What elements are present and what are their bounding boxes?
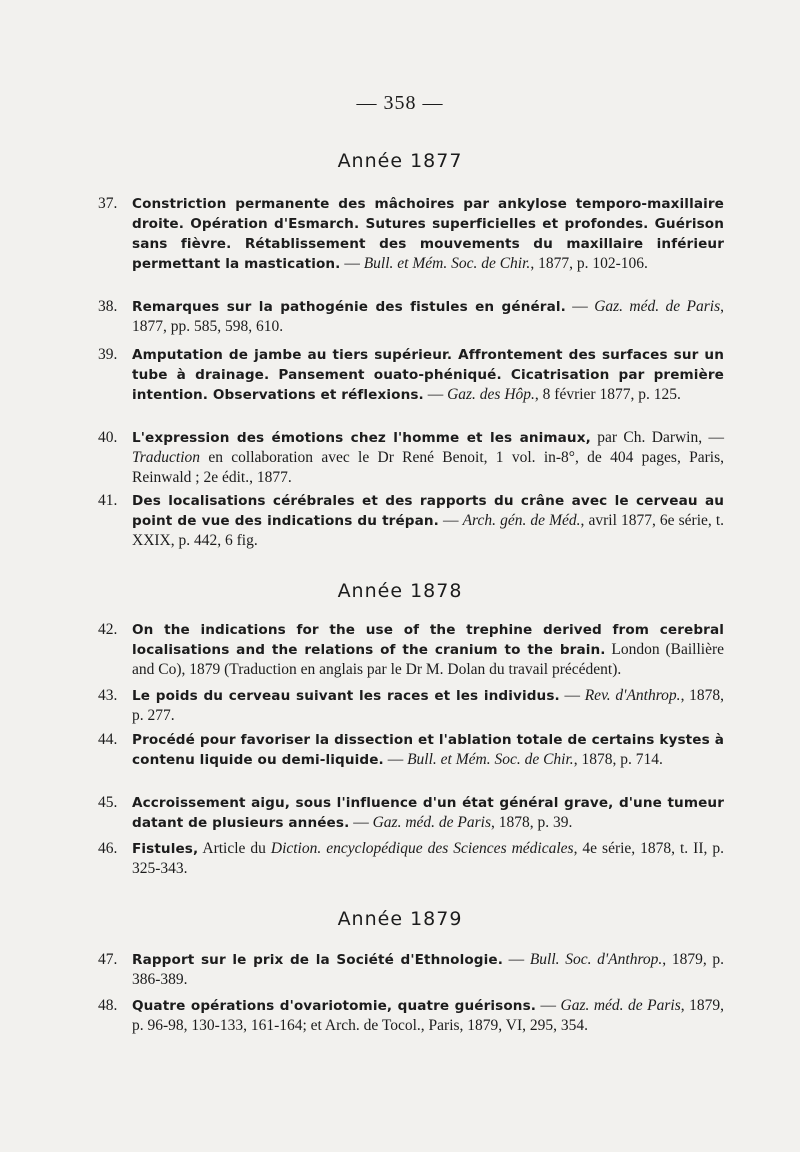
entry-title: Amputation de jambe au tiers supérieur. Affrontement des surfaces sur un tube à drainage. Pansement ouato-phéniqué. Cicatrisation par première intention. Observations et réflexions. xyxy=(132,347,724,403)
entry-journal: Gaz. méd. de Paris xyxy=(560,997,681,1014)
bibliography-entry xyxy=(98,793,724,833)
entry-journal: Rev. d'Anthrop. xyxy=(584,687,681,704)
bibliography-entry xyxy=(98,620,724,680)
entry-ref-post: , 1877, pp. 585, 598, 610. xyxy=(132,298,724,335)
entry-ref-post: , 1879, p. 96-98, 130-133, 161-164; et Arch. de Tocol., Paris, 1879, VI, 295, 354. xyxy=(132,997,725,1034)
entry-ref-pre: par Ch. Darwin, — xyxy=(590,429,724,446)
entry-ref-post: , 4e série, 1878, t. II, p. 325-343. xyxy=(132,840,724,877)
entry-number: 40. xyxy=(98,429,118,446)
entry-title: L'expression des émotions chez l'homme et les animaux, xyxy=(132,430,591,446)
entry-title: On the indications for the use of the trephine derived from cerebral localisations and the relations of the cranium to the brain. xyxy=(132,622,724,658)
entry-ref-post: , 1878, p. 277. xyxy=(132,687,725,724)
entry-title: Accroissement aigu, sous l'influence d'un état général grave, d'une tumeur datant de plusieurs années. xyxy=(132,795,724,831)
entry-title: Procédé pour favoriser la dissection et l'ablation totale de certains kystes à contenu liquide ou demi-liquide. xyxy=(132,732,724,768)
entry-ref-pre: Article du xyxy=(198,840,271,857)
bibliography-entry xyxy=(98,839,724,879)
entry-journal: Bull. Soc. d'Anthrop. xyxy=(529,951,663,968)
entry-number: 46. xyxy=(98,840,118,857)
entry-journal: Bull. et Mém. Soc. de Chir. xyxy=(407,751,574,768)
entry-title: Fistules, xyxy=(132,841,199,857)
entry-number: 47. xyxy=(98,951,118,968)
entry-ref-pre: — xyxy=(502,951,530,968)
entry-ref-post: , 1878, p. 39. xyxy=(491,814,573,831)
entry-ref-post: , 1877, p. 102-106. xyxy=(530,255,648,272)
bibliography-entry xyxy=(98,730,724,770)
entry-journal: Gaz. des Hôp. xyxy=(447,386,535,403)
entry-title: Remarques sur la pathogénie des fistules en général. xyxy=(132,299,566,315)
entry-title: Rapport sur le prix de la Société d'Ethnologie. xyxy=(132,952,503,968)
entry-journal: Traduction xyxy=(132,449,201,466)
entry-ref-pre: — xyxy=(340,255,364,272)
entry-number: 48. xyxy=(98,997,118,1014)
entry-number: 38. xyxy=(98,298,118,315)
entry-ref-pre: — xyxy=(423,386,448,403)
year-heading-1879: Année 1879 xyxy=(337,908,463,930)
entry-title: Constriction permanente des mâchoires par ankylose temporo-maxillaire droite. Opération d'Esmarch. Sutures superficielles et profondes. Guérison sans fièvre. Rétablissement des mouvements du maxillaire inférieur permettant la mastication. xyxy=(132,196,724,272)
bibliography-entry xyxy=(98,996,725,1036)
entry-number: 44. xyxy=(98,731,118,748)
entry-ref-post: , 8 février 1877, p. 125. xyxy=(534,386,681,403)
entry-journal: Diction. encyclopédique des Sciences médicales xyxy=(270,840,574,857)
entry-title: Quatre opérations d'ovariotomie, quatre guérisons. xyxy=(132,998,537,1014)
bibliography-entry xyxy=(98,297,724,337)
entry-ref-pre: — xyxy=(559,687,585,704)
bibliography-entry xyxy=(98,686,725,726)
entry-ref-post: , 1879, p. 386-389. xyxy=(132,951,725,988)
year-heading-1877: Année 1877 xyxy=(337,150,463,172)
entry-ref-pre: — xyxy=(565,298,595,315)
bibliography-entry xyxy=(98,428,724,488)
year-heading-1878: Année 1878 xyxy=(337,580,463,602)
entry-number: 42. xyxy=(98,621,118,638)
entry-ref-pre: — xyxy=(349,814,373,831)
entry-ref-pre: London (Baillière and Co), 1879 (Traduction en anglais par le Dr M. Dolan du travail précédent). xyxy=(132,641,724,678)
entry-journal: Bull. et Mém. Soc. de Chir. xyxy=(363,255,531,272)
entry-number: 43. xyxy=(98,687,118,704)
entry-journal: Gaz. méd. de Paris xyxy=(372,814,491,831)
bibliography-entry xyxy=(98,194,724,274)
entry-title: Le poids du cerveau suivant les races et les individus. xyxy=(132,688,560,704)
bibliography-entry xyxy=(98,950,725,990)
bibliography-entry xyxy=(98,345,724,405)
entry-ref-pre: — xyxy=(438,512,463,529)
page-number: — 358 — xyxy=(356,92,444,114)
entry-number: 45. xyxy=(98,794,118,811)
bibliography-entry xyxy=(98,491,725,551)
entry-journal: Gaz. méd. de Paris xyxy=(594,298,721,315)
entry-ref-pre: — xyxy=(536,997,561,1014)
entry-number: 41. xyxy=(98,492,118,509)
entry-ref-post: , avril 1877, 6e série, t. XXIX, p. 442, 6 fig. xyxy=(132,512,725,549)
entry-ref-pre: — xyxy=(383,751,408,768)
entry-journal: Arch. gén. de Méd. xyxy=(462,512,581,529)
entry-title: Des localisations cérébrales et des rapports du crâne avec le cerveau au point de vue des indications du trépan. xyxy=(132,493,724,529)
entry-ref-post: , 1878, p. 714. xyxy=(573,751,663,768)
entry-number: 37. xyxy=(98,195,118,212)
entry-number: 39. xyxy=(98,346,118,363)
entry-ref-post: en collaboration avec le Dr René Benoit, 1 vol. in-8°, de 404 pages, Paris, Reinwald ; 2e édit., 1877. xyxy=(132,449,724,486)
